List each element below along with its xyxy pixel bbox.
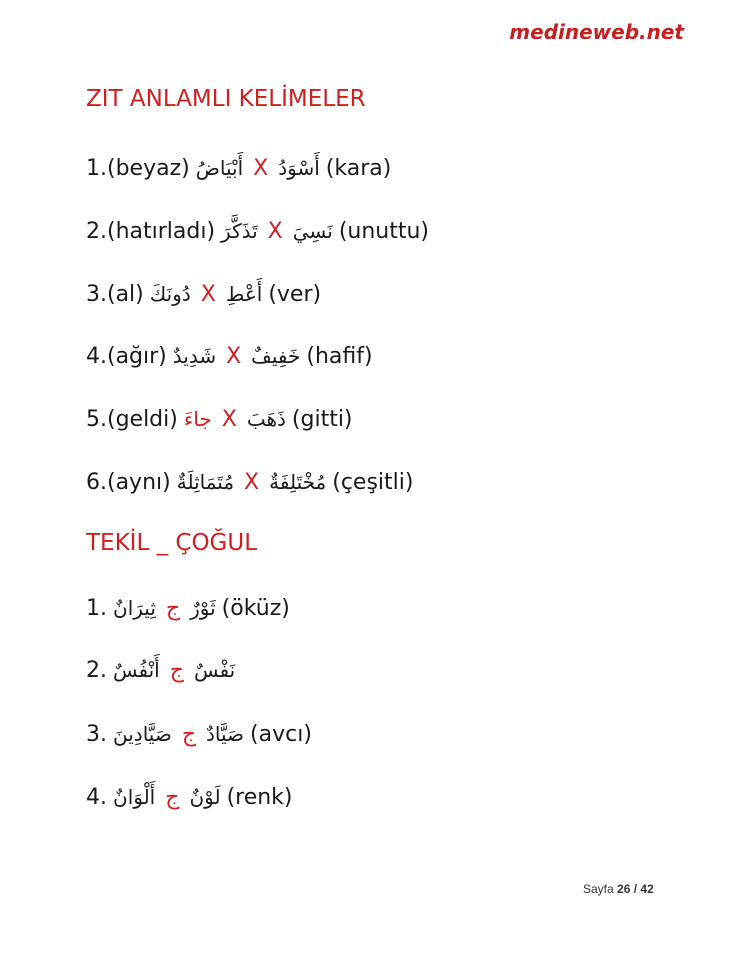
plural-row-3 (86, 716, 312, 752)
arabic-word: جاءَ (183, 407, 212, 431)
arabic-word: شَدِيدٌ (172, 344, 217, 368)
arabic-plural: أَنْفُسٌ (113, 658, 160, 682)
arabic-singular: نَفْسٌ (193, 658, 236, 682)
arabic-word: أَعْطِ (225, 282, 263, 306)
page-number: 26 (617, 882, 631, 896)
arabic-singular: ثَوْرٌ (190, 596, 216, 620)
arabic-word: نَسِيَ (292, 219, 333, 243)
antonym-row-3 (86, 276, 321, 312)
arabic-word: ذَهَبَ (246, 407, 286, 431)
arabic-plural: صَيَّادِينَ (113, 722, 172, 746)
row-right-text: (kara) (325, 155, 392, 181)
row-right-text: (çeşitli) (332, 469, 414, 495)
separator-x: X (253, 155, 269, 181)
plural-row-2 (86, 652, 241, 688)
section-title-antonyms: ZIT ANLAMLI KELİMELER (86, 86, 366, 112)
row-left-text: 2.(hatırladı) (86, 218, 216, 244)
separator-x: X (221, 406, 237, 432)
row-number: 3. (86, 721, 107, 747)
section-title-singular-plural: TEKİL _ ÇOĞUL (86, 530, 258, 556)
row-left-text: 6.(aynı) (86, 469, 171, 495)
separator-jim: ج (165, 595, 181, 621)
arabic-singular: صَيَّادٌ (206, 722, 245, 746)
antonym-row-6 (86, 464, 413, 500)
arabic-word: مُتَمَاثِلَةٌ (176, 470, 235, 494)
separator-x: X (226, 343, 242, 369)
row-number: 1. (86, 595, 107, 621)
separator-jim: ج (169, 657, 184, 683)
page-slash: / (633, 882, 638, 896)
footer-label: Sayfa (583, 882, 614, 896)
row-right-text: (hafif) (306, 343, 373, 369)
arabic-word: دُونَكَ (149, 282, 191, 306)
separator-x: X (267, 218, 283, 244)
antonym-row-2 (86, 213, 429, 249)
row-right-text: (renk) (226, 784, 293, 810)
arabic-word: مُخْتَلِفَةٌ (269, 470, 327, 494)
row-number: 2. (86, 657, 107, 683)
arabic-word: تَذَكَّرَ (221, 219, 258, 243)
row-right-text: (öküz) (221, 595, 290, 621)
row-number: 4. (86, 784, 107, 810)
separator-x: X (244, 469, 260, 495)
row-left-text: 4.(ağır) (86, 343, 167, 369)
antonym-row-5 (86, 401, 353, 437)
separator-x: X (200, 281, 216, 307)
separator-jim: ج (181, 721, 197, 747)
plural-row-1 (86, 590, 290, 626)
row-left-text: 3.(al) (86, 281, 144, 307)
row-right-text: (ver) (268, 281, 322, 307)
antonym-row-4 (86, 338, 373, 374)
antonym-row-1 (86, 150, 391, 186)
plural-row-4 (86, 779, 293, 815)
arabic-singular: لَوْنٌ (189, 785, 221, 809)
row-right-text: (unuttu) (338, 218, 430, 244)
arabic-plural: ثِيرَانٌ (113, 596, 156, 620)
page-total: 42 (640, 882, 654, 896)
site-watermark: medineweb.net (509, 20, 684, 44)
arabic-word: خَفِيفٌ (251, 344, 301, 368)
separator-jim: ج (165, 784, 180, 810)
page-footer (583, 882, 654, 896)
row-left-text: 1.(beyaz) (86, 155, 190, 181)
arabic-word: أَبْيَاضُ (195, 156, 244, 180)
arabic-plural: أَلْوَانٌ (113, 785, 156, 809)
arabic-word: أَسْوَدُ (278, 156, 320, 180)
row-right-text: (gitti) (291, 406, 353, 432)
row-right-text: (avcı) (250, 721, 312, 747)
row-left-text: 5.(geldi) (86, 406, 178, 432)
